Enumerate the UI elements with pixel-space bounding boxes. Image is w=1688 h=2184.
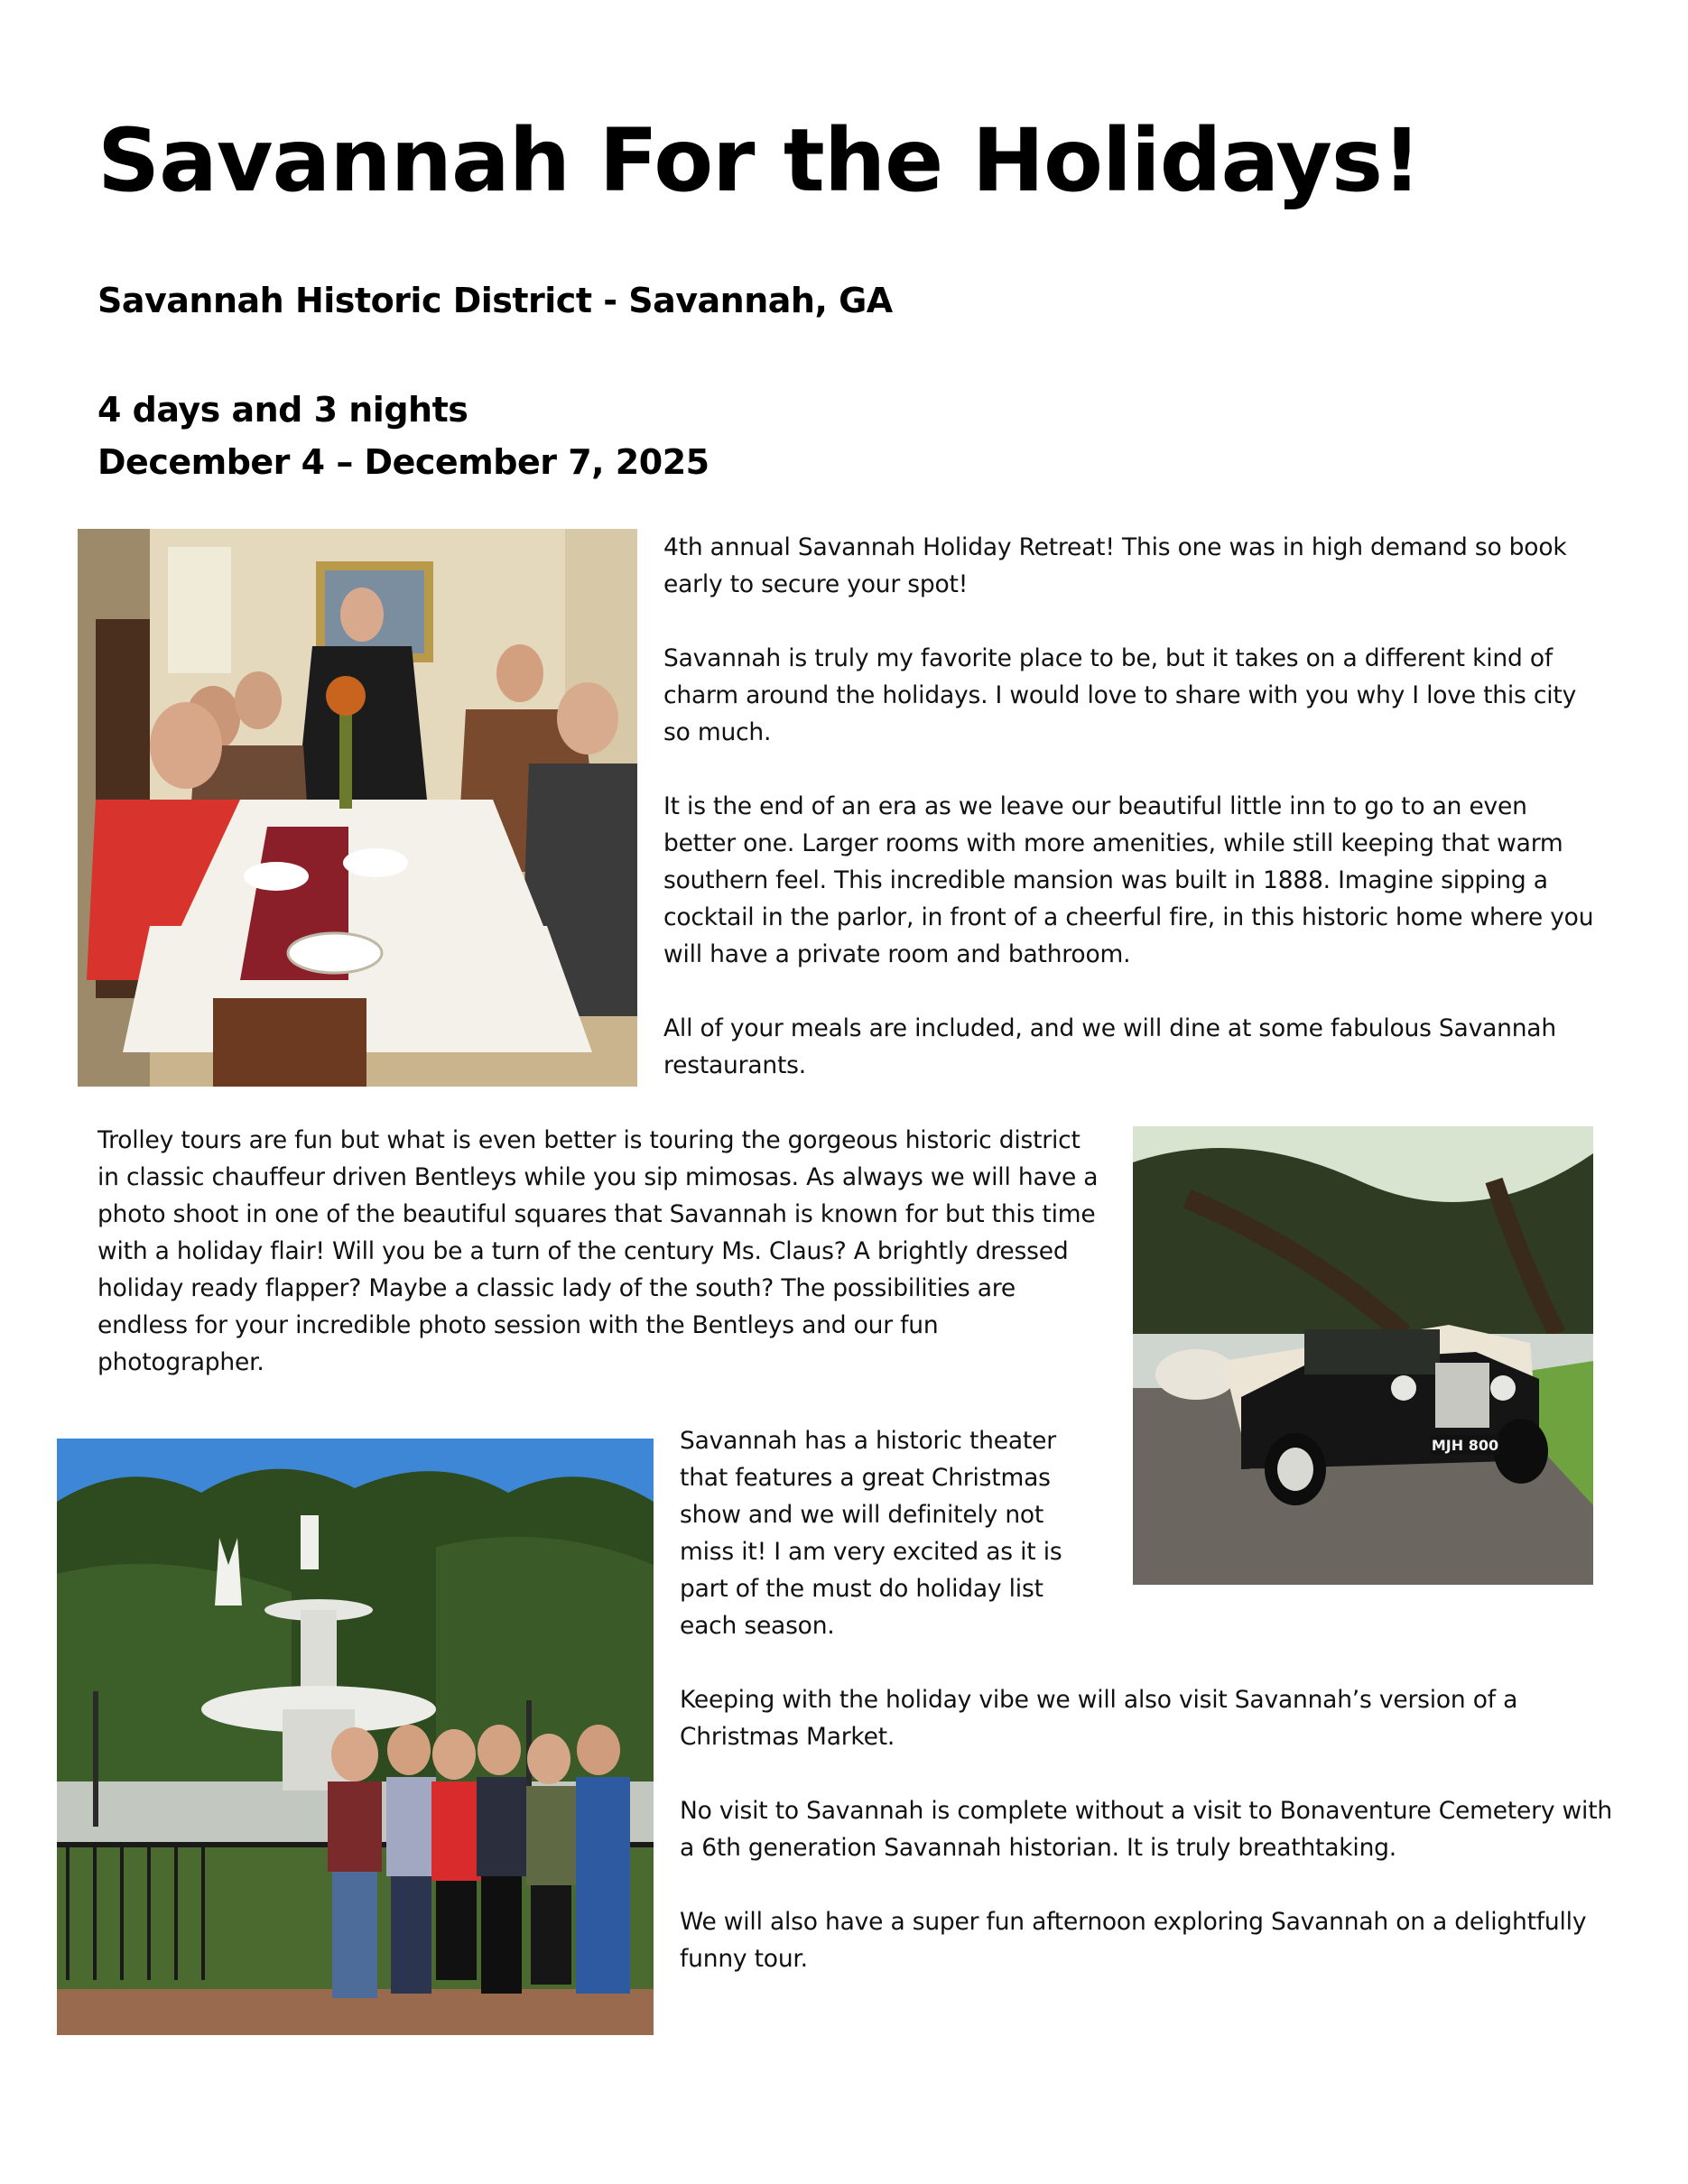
intro-paragraph: 4th annual Savannah Holiday Retreat! This one was in high demand so book early to secure your spot! (663, 533, 1567, 598)
page-title: Savannah For the Holidays! (97, 110, 1421, 211)
fountain-group-photo (57, 1439, 654, 2035)
activities-paragraph: Keeping with the holiday vibe we will also visit Savannah’s version of a Christmas Market. (680, 1686, 1518, 1751)
activities-paragraph: We will also have a super fun afternoon exploring Savannah on a delightfully funny tour. (680, 1908, 1587, 1973)
bentley-text (97, 1122, 1099, 1381)
intro-paragraph: All of your meals are included, and we will dine at some fabulous Savannah restaurants. (663, 1014, 1556, 1079)
intro-paragraph: It is the end of an era as we leave our beautiful little inn to go to an even better one. Larger rooms with more amenities, while still keeping that warm southern feel. This incredible mansion was built in 1888. Imagine sipping a cocktail in the parlor, in front of a cheerful fire, in this historic home where you will have a private room and bathroom. (663, 792, 1594, 968)
bentley-paragraph: Trolley tours are fun but what is even better is touring the gorgeous historic district in classic chauffeur driven Bentleys while you sip mimosas. As always we will have a photo shoot in one of the beautiful squares that Savannah is known for but this time with a holiday flair! Will you be a turn of the century Ms. Claus? A brightly dressed holiday ready flapper? Maybe a classic lady of the south? The possibilities are endless for your incredible photo session with the Bentleys and our fun photographer. (97, 1126, 1099, 1376)
activities-text (680, 1422, 1618, 1977)
trip-dates: December 4 – December 7, 2025 (97, 442, 710, 482)
location-subtitle: Savannah Historic District - Savannah, GA (97, 281, 893, 320)
license-plate-text: MJH 800 (1431, 1437, 1499, 1454)
intro-text (663, 529, 1602, 1084)
trip-duration: 4 days and 3 nights (97, 390, 468, 430)
activities-paragraph: No visit to Savannah is complete without a visit to Bonaventure Cemetery with a 6th generation Savannah historian. It is truly breathtaking. (680, 1797, 1612, 1862)
activities-paragraph: Savannah has a historic theater that features a great Christmas show and we will definitely not miss it! I am very excited as it is part of the must do holiday list each season. (680, 1427, 1062, 1640)
trip-duration-block (97, 384, 710, 488)
intro-paragraph: Savannah is truly my favorite place to be, but it takes on a different kind of charm around the holidays. I would love to share with you why I love this city so much. (663, 644, 1577, 746)
dinner-photo (78, 529, 637, 1087)
